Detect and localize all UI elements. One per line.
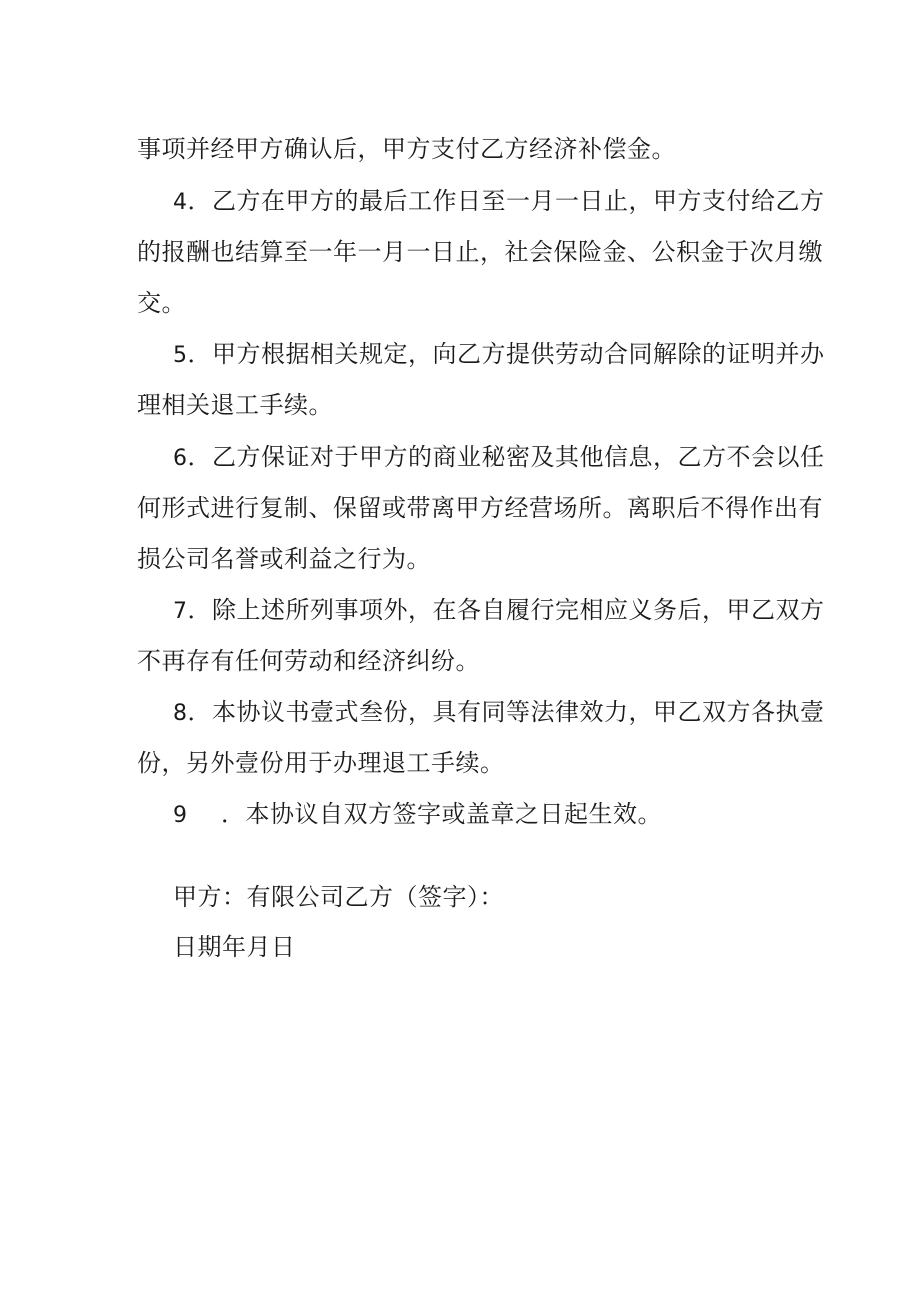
clause-8-line-1 (173, 696, 825, 730)
continuation-text: 事项并经甲方确认后，甲方支付乙方经济补偿金。 (137, 135, 676, 163)
clause-8-number: 8 (173, 701, 188, 726)
clause-4-text-1: ．乙方在甲方的最后工作日至一月一日止，甲方支付给乙方 (187, 187, 825, 215)
clause-5-text-1: ．甲方根据相关规定，向乙方提供劳动合同解除的证明并办 (187, 340, 825, 368)
clause-7-line-2: 不再存有任何劳动和经济纠纷。 (137, 647, 480, 675)
clause-6-line-1 (173, 441, 825, 475)
clause-9-line-1 (173, 798, 662, 832)
clause-6-line-2: 何形式进行复制、保留或带离甲方经营场所。离职后不得作出有 (137, 494, 823, 522)
clause-8-line-2: 份，另外壹份用于办理退工手续。 (137, 749, 505, 777)
clause-6-text-1: ．乙方保证对于甲方的商业秘密及其他信息，乙方不会以任 (187, 443, 825, 471)
signature-line: 甲方：有限公司乙方（签字）： (173, 883, 504, 911)
clause-4-line-1 (173, 185, 825, 219)
clause-7-text-1: ．除上述所列事项外，在各自履行完相应义务后，甲乙双方 (187, 596, 825, 624)
clause-6-number: 6 (173, 446, 188, 471)
date-line: 日期年月日 (173, 933, 296, 961)
clause-7-line-1 (173, 594, 825, 628)
clause-9-number: 9 (173, 803, 188, 828)
clause-5-line-2: 理相关退工手续。 (137, 391, 333, 419)
clause-4-number: 4 (173, 190, 188, 215)
clause-8-text-1: ．本协议书壹式叁份，具有同等法律效力，甲乙双方各执壹 (187, 698, 825, 726)
clause-6-line-3: 损公司名誉或利益之行为。 (137, 545, 431, 573)
clause-9-text-1: ．本协议自双方签字或盖章之日起生效。 (221, 800, 662, 828)
clause-7-number: 7 (173, 599, 188, 624)
clause-5-line-1 (173, 338, 825, 372)
clause-4-line-3: 交。 (137, 289, 186, 317)
clause-4-line-2: 的报酬也结算至一年一月一日止，社会保险金、公积金于次月缴 (137, 238, 823, 266)
clause-5-number: 5 (173, 343, 188, 368)
